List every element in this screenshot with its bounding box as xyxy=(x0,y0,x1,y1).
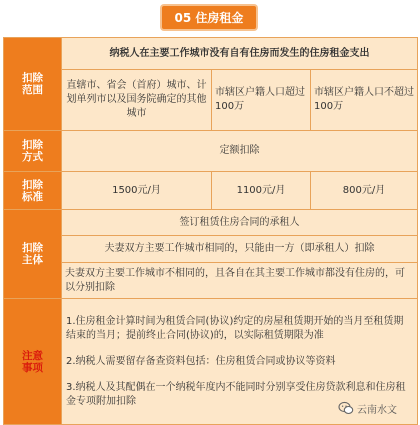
subject-line-2: 夫妻双方主要工作城市相同的，只能由一方（即承租人）扣除 xyxy=(62,236,418,263)
label-notes: 注意 事项 xyxy=(4,299,62,425)
section-title: 05 住房租金 xyxy=(162,6,256,29)
label-standard: 扣除 标准 xyxy=(4,172,62,210)
rent-deduction-table xyxy=(3,37,418,425)
wechat-icon xyxy=(338,400,354,416)
subject-line-3: 夫妻双方主要工作城市不相同的，且各自在其主要工作城市都没有住房的，可以分别扣除 xyxy=(62,263,418,299)
method-value: 定额扣除 xyxy=(62,131,418,172)
subject-line-1: 签订租赁住房合同的承租人 xyxy=(62,210,418,236)
scope-tier-2: 市辖区户籍人口超过100万 xyxy=(212,70,311,131)
label-scope: 扣除 范围 xyxy=(4,38,62,131)
label-subject: 扣除 主体 xyxy=(4,210,62,299)
standard-tier-1: 1500元/月 xyxy=(62,172,212,210)
scope-header: 纳税人在主要工作城市没有自有住房而发生的住房租金支出 xyxy=(62,38,418,70)
watermark-text: 云南水文 xyxy=(357,404,397,416)
scope-tier-1: 直辖市、省会（首府）城市、计划单列市以及国务院确定的其他城市 xyxy=(62,70,212,131)
note-item-3: 3.纳税人及其配偶在一个纳税年度内不能同时分别享受住房贷款利息和住房租金专项附加扣除 xyxy=(66,381,406,407)
scope-tier-3: 市辖区户籍人口不超过100万 xyxy=(311,70,418,131)
standard-tier-2: 1100元/月 xyxy=(212,172,311,210)
watermark xyxy=(338,398,416,418)
standard-tier-3: 800元/月 xyxy=(311,172,418,210)
label-method: 扣除 方式 xyxy=(4,131,62,172)
note-item-1: 1.住房租金计算时间为租赁合同(协议)约定的房屋租赁期开始的当月至租赁期结束的当月；提前终止合同(协议)的，以实际租赁期限为准 xyxy=(66,315,404,341)
note-item-2: 2.纳税人需要留存备查资料包括：住房租赁合同或协议等资料 xyxy=(66,355,336,367)
